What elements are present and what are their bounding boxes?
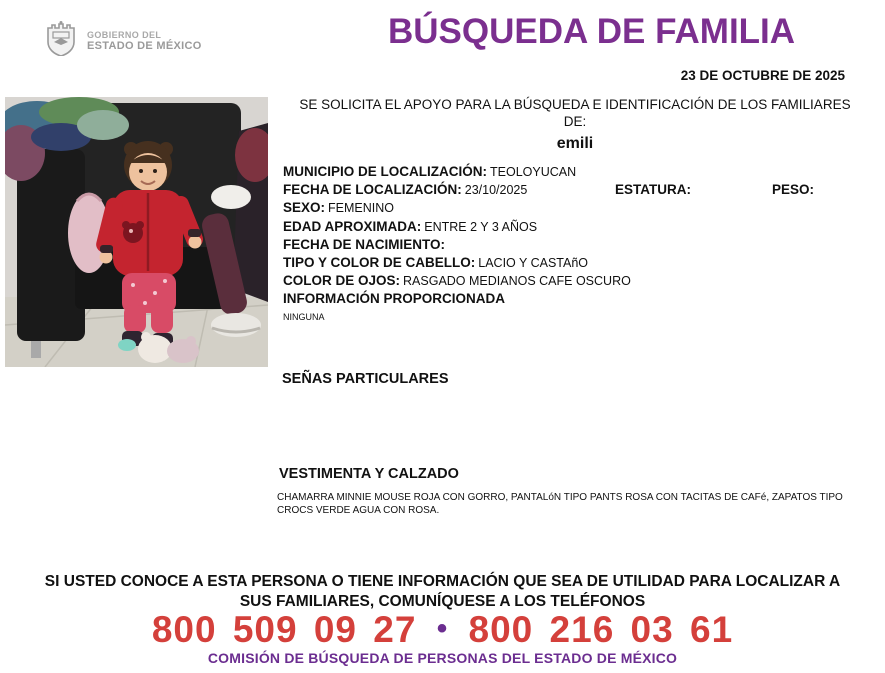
senas-particulares-heading: SEÑAS PARTICULARES xyxy=(282,371,449,387)
field-edad-label: EDAD APROXIMADA: xyxy=(283,218,422,234)
field-municipio-label: MUNICIPIO DE LOCALIZACIÓN: xyxy=(283,164,487,179)
field-cabello-value: LACIO Y CASTAñO xyxy=(478,256,589,271)
field-informacion-label: INFORMACIÓN PROPORCIONADA xyxy=(283,291,505,307)
field-fecha-localizacion-label: FECHA DE LOCALIZACIÓN: xyxy=(283,182,462,198)
edomex-government-logo xyxy=(44,20,202,61)
phone-numbers xyxy=(0,609,885,651)
logo-line1: GOBIERNO DEL xyxy=(87,29,162,40)
request-intro xyxy=(283,96,867,153)
field-fecha-localizacion xyxy=(283,181,527,198)
field-fecha-estatura-peso xyxy=(283,181,867,199)
field-municipio-value: TEOLOYUCAN xyxy=(490,165,577,179)
person-details xyxy=(283,163,867,324)
field-peso xyxy=(772,181,817,199)
phone-number-1[interactable]: 800 509 09 27 xyxy=(151,609,417,650)
field-municipio xyxy=(283,163,867,181)
field-edad-value: ENTRE 2 Y 3 AÑOS xyxy=(424,219,538,234)
request-line2: DE: xyxy=(563,114,587,129)
logo-text xyxy=(87,30,202,52)
field-informacion xyxy=(283,290,867,308)
organization-name: COMISIÓN DE BÚSQUEDA DE PERSONAS DEL ESTADO DE MÉXICO xyxy=(207,650,678,666)
field-ojos-value: RASGADO MEDIANOS CAFE OSCURO xyxy=(403,274,631,289)
phone-number-2[interactable]: 800 216 03 61 xyxy=(468,609,734,650)
field-informacion-value: NINGUNA xyxy=(283,311,325,322)
field-ojos-label: COLOR DE OJOS: xyxy=(283,273,401,289)
contact-message-text: SI USTED CONOCE A ESTA PERSONA O TIENE INFORMACIÓN QUE SEA DE UTILIDAD PARA LOCALIZAR A SUS FAMILIARES, COMUNÍQUESE A LOS TELÉFONOS xyxy=(44,573,841,610)
field-fecha-nacimiento xyxy=(283,236,867,254)
photo-illustration xyxy=(5,97,268,367)
field-ojos xyxy=(283,272,867,290)
contact-message xyxy=(0,572,885,611)
vestimenta-description: CHAMARRA MINNIE MOUSE ROJA CON GORRO, PANTALóN TIPO PANTS ROSA CON TACITAS DE CAFé, ZAPATOS TIPO CROCS VERDE AGUA CON ROSA. xyxy=(277,492,843,516)
field-nacimiento-label: FECHA DE NACIMIENTO: xyxy=(283,236,445,252)
field-sexo xyxy=(283,199,867,217)
located-person-photo xyxy=(5,97,268,367)
field-cabello-label: TIPO Y COLOR DE CABELLO: xyxy=(283,255,476,271)
poster-date: 23 DE OCTUBRE DE 2025 xyxy=(680,68,845,83)
field-cabello xyxy=(283,254,867,272)
field-edad-aproximada xyxy=(283,218,867,236)
logo-line2: ESTADO DE MÉXICO xyxy=(87,39,202,52)
poster-title: BÚSQUEDA DE FAMILIA xyxy=(388,12,796,51)
edomex-shield-icon xyxy=(44,20,78,61)
located-person-name: emili xyxy=(556,135,594,152)
request-line1: SE SOLICITA EL APOYO PARA LA BÚSQUEDA E IDENTIFICACIÓN DE LOS FAMILIARES xyxy=(299,97,851,112)
field-estatura-label: ESTATURA: xyxy=(615,182,691,198)
field-sexo-value: FEMENINO xyxy=(328,201,394,216)
bullet-separator: • xyxy=(436,612,449,645)
field-peso-label: PESO: xyxy=(772,182,815,198)
request-text xyxy=(283,96,867,130)
vestimenta-heading: VESTIMENTA Y CALZADO xyxy=(279,466,459,482)
field-sexo-label: SEXO: xyxy=(283,200,326,216)
field-estatura xyxy=(615,181,694,199)
field-fecha-localizacion-value: 23/10/2025 xyxy=(464,183,528,198)
